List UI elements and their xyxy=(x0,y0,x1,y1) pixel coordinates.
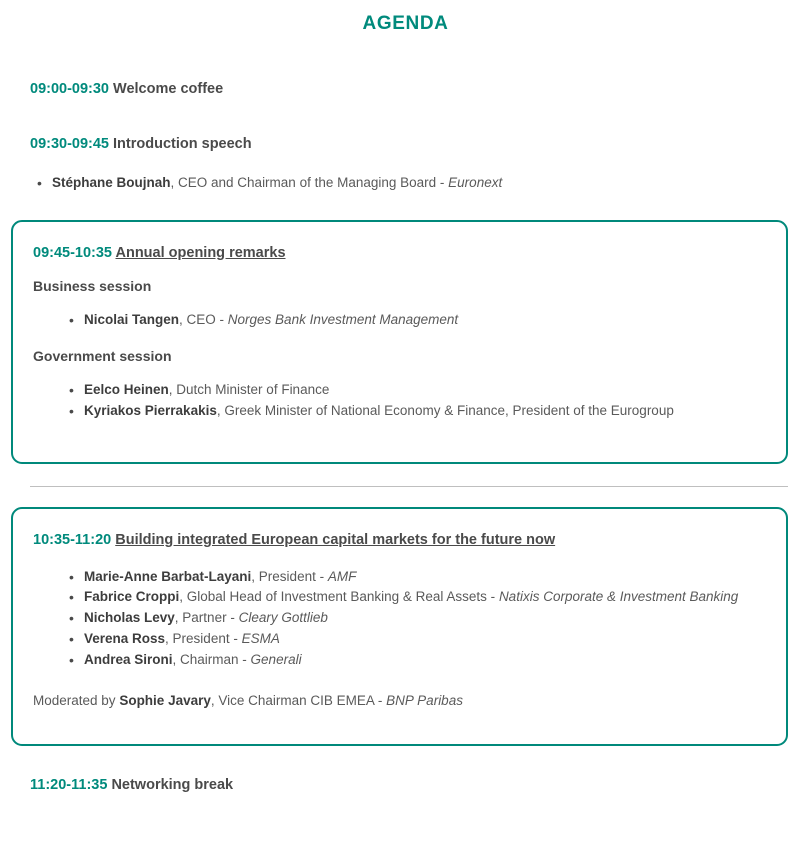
list-item xyxy=(13,650,786,671)
speaker-role: , CEO - xyxy=(179,312,228,328)
speaker-role: , CEO and Chairman of the Managing Board - xyxy=(170,174,449,190)
agenda-item-time: 10:35-11:20 xyxy=(33,531,112,548)
list-item xyxy=(0,173,811,194)
agenda-item-time: 09:00-09:30 xyxy=(30,80,109,97)
speaker-org: ESMA xyxy=(241,631,280,647)
speaker-name: Nicolai Tangen xyxy=(84,312,180,328)
agenda-item-networking-break xyxy=(0,776,811,796)
speaker-org: Euronext xyxy=(448,174,503,190)
speaker-org: AMF xyxy=(327,568,357,584)
agenda-item-heading xyxy=(30,776,787,796)
agenda-item-heading xyxy=(30,80,787,100)
moderator-org: BNP Paribas xyxy=(386,693,463,709)
speaker-role: , Greek Minister of National Economy & Finance, President of the Eurogroup xyxy=(216,403,674,419)
subsection-heading-government: Government session xyxy=(33,348,172,365)
speaker-org: Generali xyxy=(250,652,302,668)
subsection-heading-business: Business session xyxy=(33,278,152,295)
list-item xyxy=(13,629,786,650)
speaker-name: Fabrice Croppi xyxy=(84,589,180,605)
agenda-item-heading xyxy=(13,244,786,264)
list-item xyxy=(13,310,786,331)
agenda-item-time: 09:45-10:35 xyxy=(33,244,112,261)
agenda-item-title: Welcome coffee xyxy=(113,80,224,97)
speaker-name: Kyriakos Pierrakakis xyxy=(84,403,217,419)
speaker-org: Cleary Gottlieb xyxy=(238,610,328,626)
agenda-item-time: 11:20-11:35 xyxy=(30,777,108,794)
list-item xyxy=(13,567,786,588)
agenda-item-welcome-coffee xyxy=(0,80,811,100)
moderator-line xyxy=(13,691,786,712)
page-title: AGENDA xyxy=(362,13,449,34)
speaker-org: Natixis Corporate & Investment Banking xyxy=(498,589,739,605)
session-box-annual-opening-remarks xyxy=(11,220,788,464)
speaker-list-business xyxy=(13,310,786,331)
speaker-list-panel xyxy=(13,567,786,672)
agenda-item-title: Annual opening remarks xyxy=(115,244,286,261)
list-item xyxy=(13,380,786,401)
speaker-list-government xyxy=(13,380,786,422)
speaker-role: , Chairman - xyxy=(172,652,251,668)
speaker-list xyxy=(0,173,811,194)
speaker-role: , Global Head of Investment Banking & Real Assets - xyxy=(179,589,499,605)
speaker-name: Andrea Sironi xyxy=(84,652,173,668)
speaker-role: , Partner - xyxy=(174,610,239,626)
speaker-role: , President - xyxy=(251,568,328,584)
session-box-capital-markets xyxy=(11,507,788,746)
moderator-role: , Vice Chairman CIB EMEA - xyxy=(210,693,387,709)
agenda-item-time: 09:30-09:45 xyxy=(30,136,109,153)
speaker-role: , Dutch Minister of Finance xyxy=(168,382,330,398)
list-item xyxy=(13,401,786,422)
speaker-role: , President - xyxy=(165,631,242,647)
agenda-item-title: Introduction speech xyxy=(113,136,252,153)
list-item xyxy=(13,587,786,608)
speaker-name: Stéphane Boujnah xyxy=(52,174,171,190)
agenda-item-title: Building integrated European capital markets for the future now xyxy=(115,531,556,548)
moderator-prefix: Moderated by xyxy=(33,693,120,709)
speaker-name: Verena Ross xyxy=(84,631,166,647)
agenda-item-title: Networking break xyxy=(111,777,234,794)
agenda-item-introduction-speech xyxy=(0,135,811,155)
speaker-name: Eelco Heinen xyxy=(84,382,169,398)
speaker-name: Nicholas Levy xyxy=(84,610,175,626)
agenda-item-heading xyxy=(30,135,787,155)
list-item xyxy=(13,608,786,629)
speaker-org: Norges Bank Investment Management xyxy=(227,312,459,328)
agenda-item-heading xyxy=(13,531,786,551)
speaker-name: Marie-Anne Barbat-Layani xyxy=(84,568,252,584)
moderator-name: Sophie Javary xyxy=(119,693,211,709)
